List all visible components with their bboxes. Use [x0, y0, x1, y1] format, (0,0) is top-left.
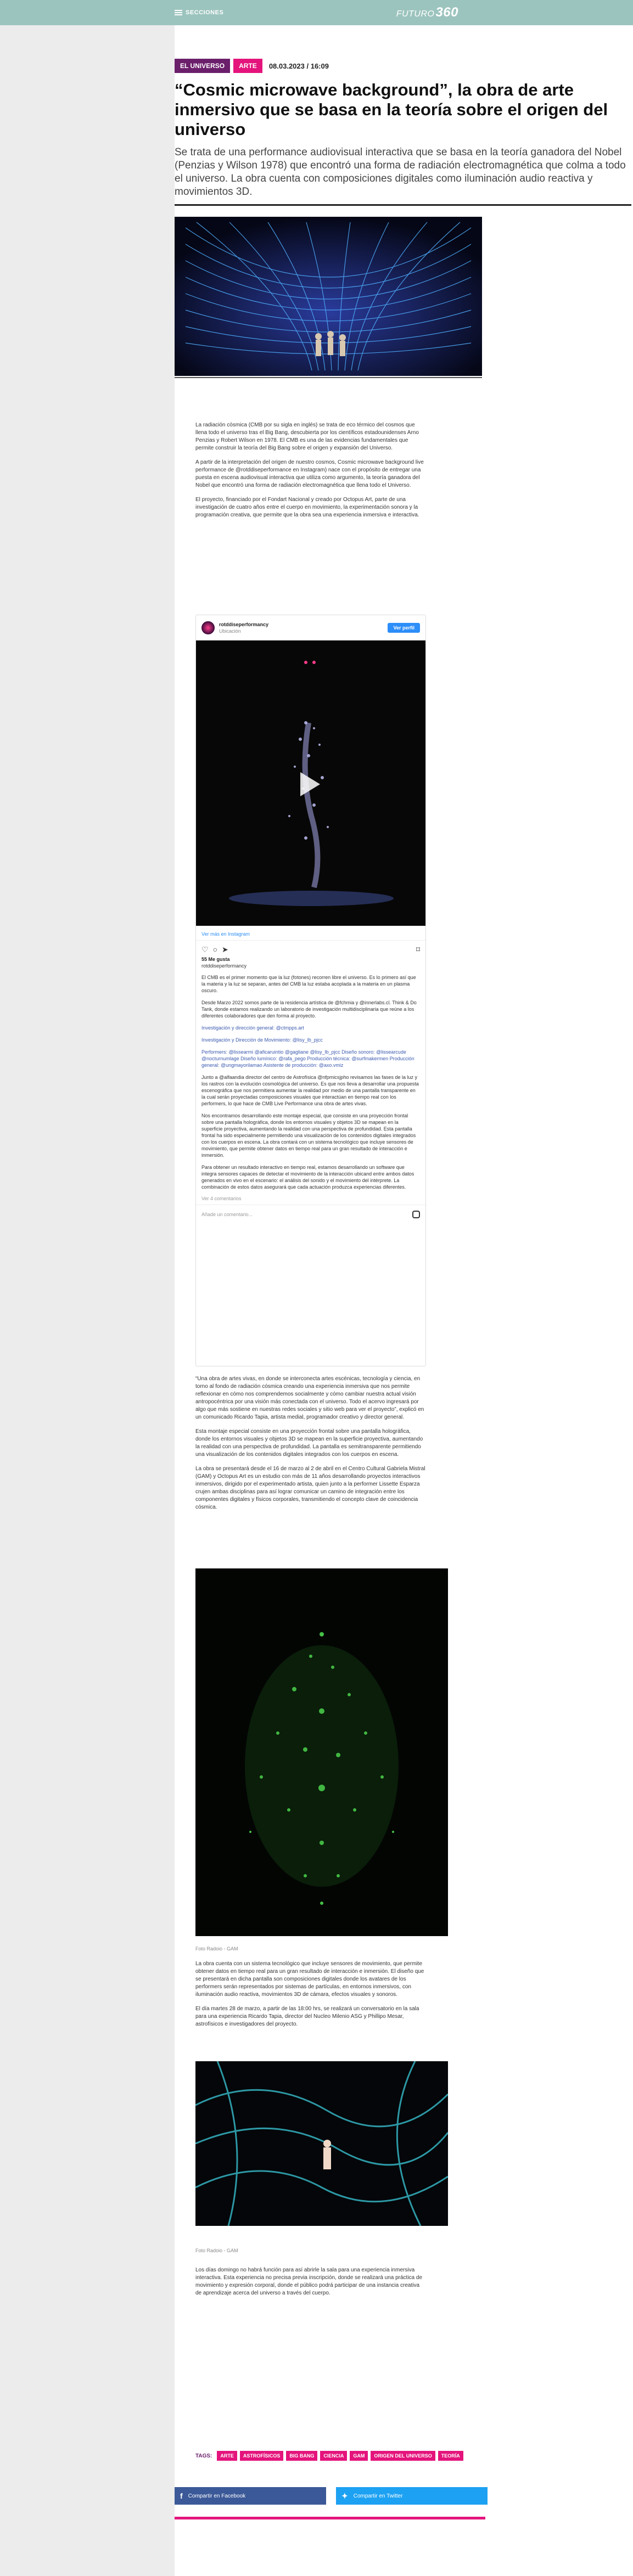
add-comment-placeholder: Añade un comentario...: [201, 1212, 253, 1217]
bookmark-icon[interactable]: ⌑: [416, 945, 420, 954]
share-facebook-button[interactable]: [175, 2487, 326, 2505]
caption-part-1: El CMB es el primer momento que la luz (fotones) recorren libre el universo. Es lo primero así que la materia y la luz se separan, antes del CMB la luz estaba acoplada a la materia en un plasma oscuro.: [201, 975, 416, 993]
twitter-icon: ✦: [341, 2491, 348, 2500]
instagram-header: [196, 615, 425, 640]
view-comments-link[interactable]: Ver 4 comentarios: [201, 1196, 242, 1201]
tag-big-bang[interactable]: BIG BANG: [286, 2451, 317, 2461]
instagram-actions: [196, 941, 425, 955]
add-comment-field[interactable]: [196, 1205, 425, 1224]
article-body-intro: [195, 421, 426, 526]
comment-icon[interactable]: ○: [212, 945, 218, 954]
article-lead: Se trata de una performance audiovisual interactiva que se basa en la teoría ganadora del Nobel (Penzias y Wilson 1978) que encontró una forma de radiación electromagnética que colma a todo el universo. La obra cuenta con composiciones digitales como iluminación audio reactiva y movimientos 3D.: [175, 147, 626, 198]
caption-part-6: Junto a @alfaandia director del centro de Astrofísica @nfpmicsjpho revisamos las fases de la luz y los rastros con la evolución cosmológica del universo. Es que nos lleva a desarrollar una propuesta escenográfica que nos permitiera aumentar la realidad por medio de una pantalla transparente en la cual serán proyectadas composiciones visuales que interactúan en tiempo real con los performers, lo que hace de CMB Live Performance una obra de artes vivas.: [201, 1075, 419, 1106]
performance-photo-blue: [195, 2061, 448, 2226]
paragraph-2: A partir de la interpretación del origen de nuestro cosmos, Cosmic microwave background live performance de @rotddiseperformance en Instagram) nace con el propósito de entregar una puesta en escena audiovisual interactiva que utiliza como argumento, la teoría ganadora del Nobel que encontró una forma de radiación electromagnética que llena todo el Universo.: [195, 459, 424, 488]
article-body-middle: [195, 1375, 426, 1518]
subcategory-badge[interactable]: ARTE: [233, 59, 262, 73]
site-logo[interactable]: [396, 5, 458, 20]
caption-part-5: Performers: @lissearmi @aficaruintio @gagliane @lisy_lb_pjcc Diseño sonoro: @lissearcude @nocturnumlage Diseño lumínico: @rafa_pego Producción técnica: @surfmakermen Producción general: @ungmayorilamao Asistente de producción: @axo.vmiz: [201, 1049, 414, 1068]
logo-main: 360: [435, 5, 458, 20]
paragraph-9: Los días domingo no habrá función para así abrirle la sala para una experiencia inmersiva interactiva. Esta experiencia no precisa previa inscripción, donde se realizará una práctica de movimiento y expresión corporal, donde el público podrá participar de una instancia creativa de aprendizaje acerca del universo a través del cuerpo.: [195, 2267, 423, 2296]
top-navigation-bar: [0, 0, 633, 25]
instagram-icon[interactable]: [412, 1211, 420, 1218]
hero-divider: [175, 377, 482, 378]
caption-part-8: Para obtener un resultado interactivo en tiempo real, estamos desarrollando un software que integra sensores capaces de detectar el movimiento de la interacción ubicand entre ambos datos generados en vivo en el escenario: el análisis del sonido y el movimiento del intérprete. La combinación de estos datos asegurará que cada actuación produzca experiencias diferentes.: [201, 1165, 414, 1190]
article-headline: “Cosmic microwave background”, la obra de arte inmersivo que se basa en la teoría sobre el origen del universo: [175, 80, 608, 139]
footer-accent-rule: [175, 2517, 485, 2519]
photo-credit-2: Foto Radoio - GAM: [195, 2248, 238, 2253]
paragraph-1: La radiación cósmica (CMB por su sigla en inglés) se trata de eco térmico del cosmos que llena todo el universo tras el Big Bang, descubierta por los científicos estadounidenses Arno Penzias y Robert Wilson en 1978. El CMB es una de las evidencias fundamentales que permite construir la teoría del Big Bang sobre el origen y expansión del Universo.: [195, 422, 419, 451]
caption-part-7: Nos encontramos desarrollando este montaje especial, que consiste en una proyección frontal sobre una pantalla holográfica, donde los entornos visuales y objetos 3D se mapean en la superficie proyectiva, aumentando la realidad con una perspectiva de profundidad. Esta pantalla frontal ha sido especialmente permitiendo una visualización de los contenidos digitales integrados con los cuerpos en escena. La obra contará con un sistema tecnológico que incluye sensores de movimiento, que permite obtener datos en tiempo real para un gran resultado de interacción e inmersión.: [201, 1113, 416, 1158]
green-particles-image: [195, 1568, 448, 1936]
sections-label: SECCIONES: [186, 9, 224, 16]
share-twitter-label: Compartir en Twitter: [353, 2493, 403, 2499]
tags-label: TAGS:: [195, 2453, 212, 2459]
share-facebook-label: Compartir en Facebook: [188, 2493, 246, 2499]
instagram-subtitle: Ubicación: [219, 628, 241, 634]
hamburger-icon: [175, 10, 182, 15]
share-icon[interactable]: ➤: [222, 945, 228, 954]
instagram-username[interactable]: rotddiseperformancy: [219, 622, 269, 627]
paragraph-6: La obra se presentará desde el 16 de marzo al 2 de abril en el Centro Cultural Gabriela Mistral (GAM) y Octopus Art es un estudio con más de 11 años desarrollando proyectos interactivos inmersivos, dirigido por el experimentado artista, quien junto a la performer Lissette Esparza crujen ambas disciplinas para así lograr comunicar un camino de integración entre los componentes digitales y físicos corporales, transmitiendo el concepto clave de coincidencia cósmica.: [195, 1466, 425, 1510]
performance-photo-green: [195, 1568, 448, 1936]
paragraph-4: “Una obra de artes vivas, en donde se interconecta artes escénicas, tecnología y ciencia, en torno al fondo de radiación cósmica creando una experiencia inmersiva que nos permite reflexionar en cómo nos comprendemos socialmente y cómo cambiar nuestra actual visión antropocéntrica por una visión más conectada con el universo. Todo el acervo ingresará por algo que más sostiene en nuestras redes sociales y sitio web para ver el proyecto”, explicó en un comunicado Ricardo Tapia, artista medial, programador creativo y director general.: [195, 1376, 424, 1420]
instagram-embed: [195, 615, 426, 1366]
paragraph-8: El día martes 28 de marzo, a partir de las 18:00 hrs, se realizará un conversatorio en la sala para una experiencia Ricardo Tapia, director del Nucleo Milenio ASG y Phillipo Mesar, astrofísicos e investigadores del proyecto.: [195, 2006, 419, 2027]
share-buttons: [175, 2487, 488, 2505]
hero-illustration: [175, 217, 482, 376]
sections-menu-button[interactable]: [175, 9, 223, 16]
headline-divider: [175, 204, 631, 206]
article-body-late: [195, 1960, 426, 2035]
heart-icon[interactable]: ♡: [201, 945, 209, 954]
tag-origen-del-universo[interactable]: ORIGEN DEL UNIVERSO: [371, 2451, 435, 2461]
caption-part-2: Desde Marzo 2022 somos parte de la residencia artística de @fchmia y @innerlabs.cl. Think & Do Tank, donde estamos realizando un laboratorio de investigación multidisciplinaria que reúne a los diferentes colaboradores que den forma al proyecto.: [201, 1000, 417, 1019]
paragraph-5: Esta montaje especial consiste en una proyección frontal sobre una pantalla holográfica, donde los entornos visuales y objetos 3D se mapean en la superficie proyectiva, aumentando la realidad con una perspectiva de profundidad. La pantalla es semitransparente permitiendo una visualización de los contenidos digitales integrados con los cuerpos en escena.: [195, 1428, 423, 1458]
tag-ciencia[interactable]: CIENCIA: [320, 2451, 347, 2461]
paragraph-7: La obra cuenta con un sistema tecnológico que incluye sensores de movimiento, que permite obtener datos en tiempo real para un gran resultado de interacción e inmersión. El diseño que se presentará en dicha pantalla son composiciones digitales donde los avatares de los performers serán representados por sistemas de partículas, en entornos inmersivos, con iluminación audio reactiva, movimientos 3D de cámara, efectos visuales y sonoros.: [195, 1961, 424, 1998]
article-page: [175, 25, 633, 2576]
avatar[interactable]: [201, 621, 215, 634]
tag-arte[interactable]: ARTE: [217, 2451, 237, 2461]
photo-credit-1: Foto Radoio - GAM: [195, 1946, 238, 1951]
logo-prefix: FUTURO: [396, 9, 435, 19]
blue-streaks-image: [195, 2061, 448, 2226]
view-profile-button[interactable]: Ver perfil: [388, 623, 420, 633]
caption-part-3: Investigación y dirección general: @ctmpps.art: [201, 1025, 304, 1031]
view-on-instagram-link[interactable]: Ver más en Instagram: [196, 926, 425, 941]
tags-list: [195, 2451, 503, 2461]
post-owner[interactable]: rotddiseperformancy: [201, 963, 247, 969]
article-body-closing: [195, 2266, 426, 2304]
instagram-video[interactable]: [196, 640, 425, 926]
hero-image: [175, 217, 482, 376]
tag-teoria[interactable]: TEORÍA: [438, 2451, 463, 2461]
article-meta: [175, 59, 633, 72]
category-badge[interactable]: EL UNIVERSO: [175, 59, 230, 73]
tag-gam[interactable]: GAM: [350, 2451, 368, 2461]
play-icon[interactable]: [300, 772, 320, 796]
publish-date: 08.03.2023 / 16:09: [268, 61, 329, 70]
share-twitter-button[interactable]: [336, 2487, 488, 2505]
instagram-caption: [196, 974, 425, 1190]
tag-astrofisicos[interactable]: ASTROFÍSICOS: [240, 2451, 284, 2461]
facebook-icon: f: [180, 2491, 183, 2500]
paragraph-3: El proyecto, financiado por el Fondart Nacional y creado por Octopus Art, parte de una investigación de cuatro años entre el cuerpo en movimiento, la experimentación sonora y la programación creativa, que permite que la obra sea una experiencia inmersiva e interactiva.: [195, 497, 419, 518]
likes-count: 55 Me gusta: [201, 957, 230, 962]
caption-part-4: Investigación y Dirección de Movimiento: @lisy_lb_pjcc: [201, 1037, 323, 1043]
